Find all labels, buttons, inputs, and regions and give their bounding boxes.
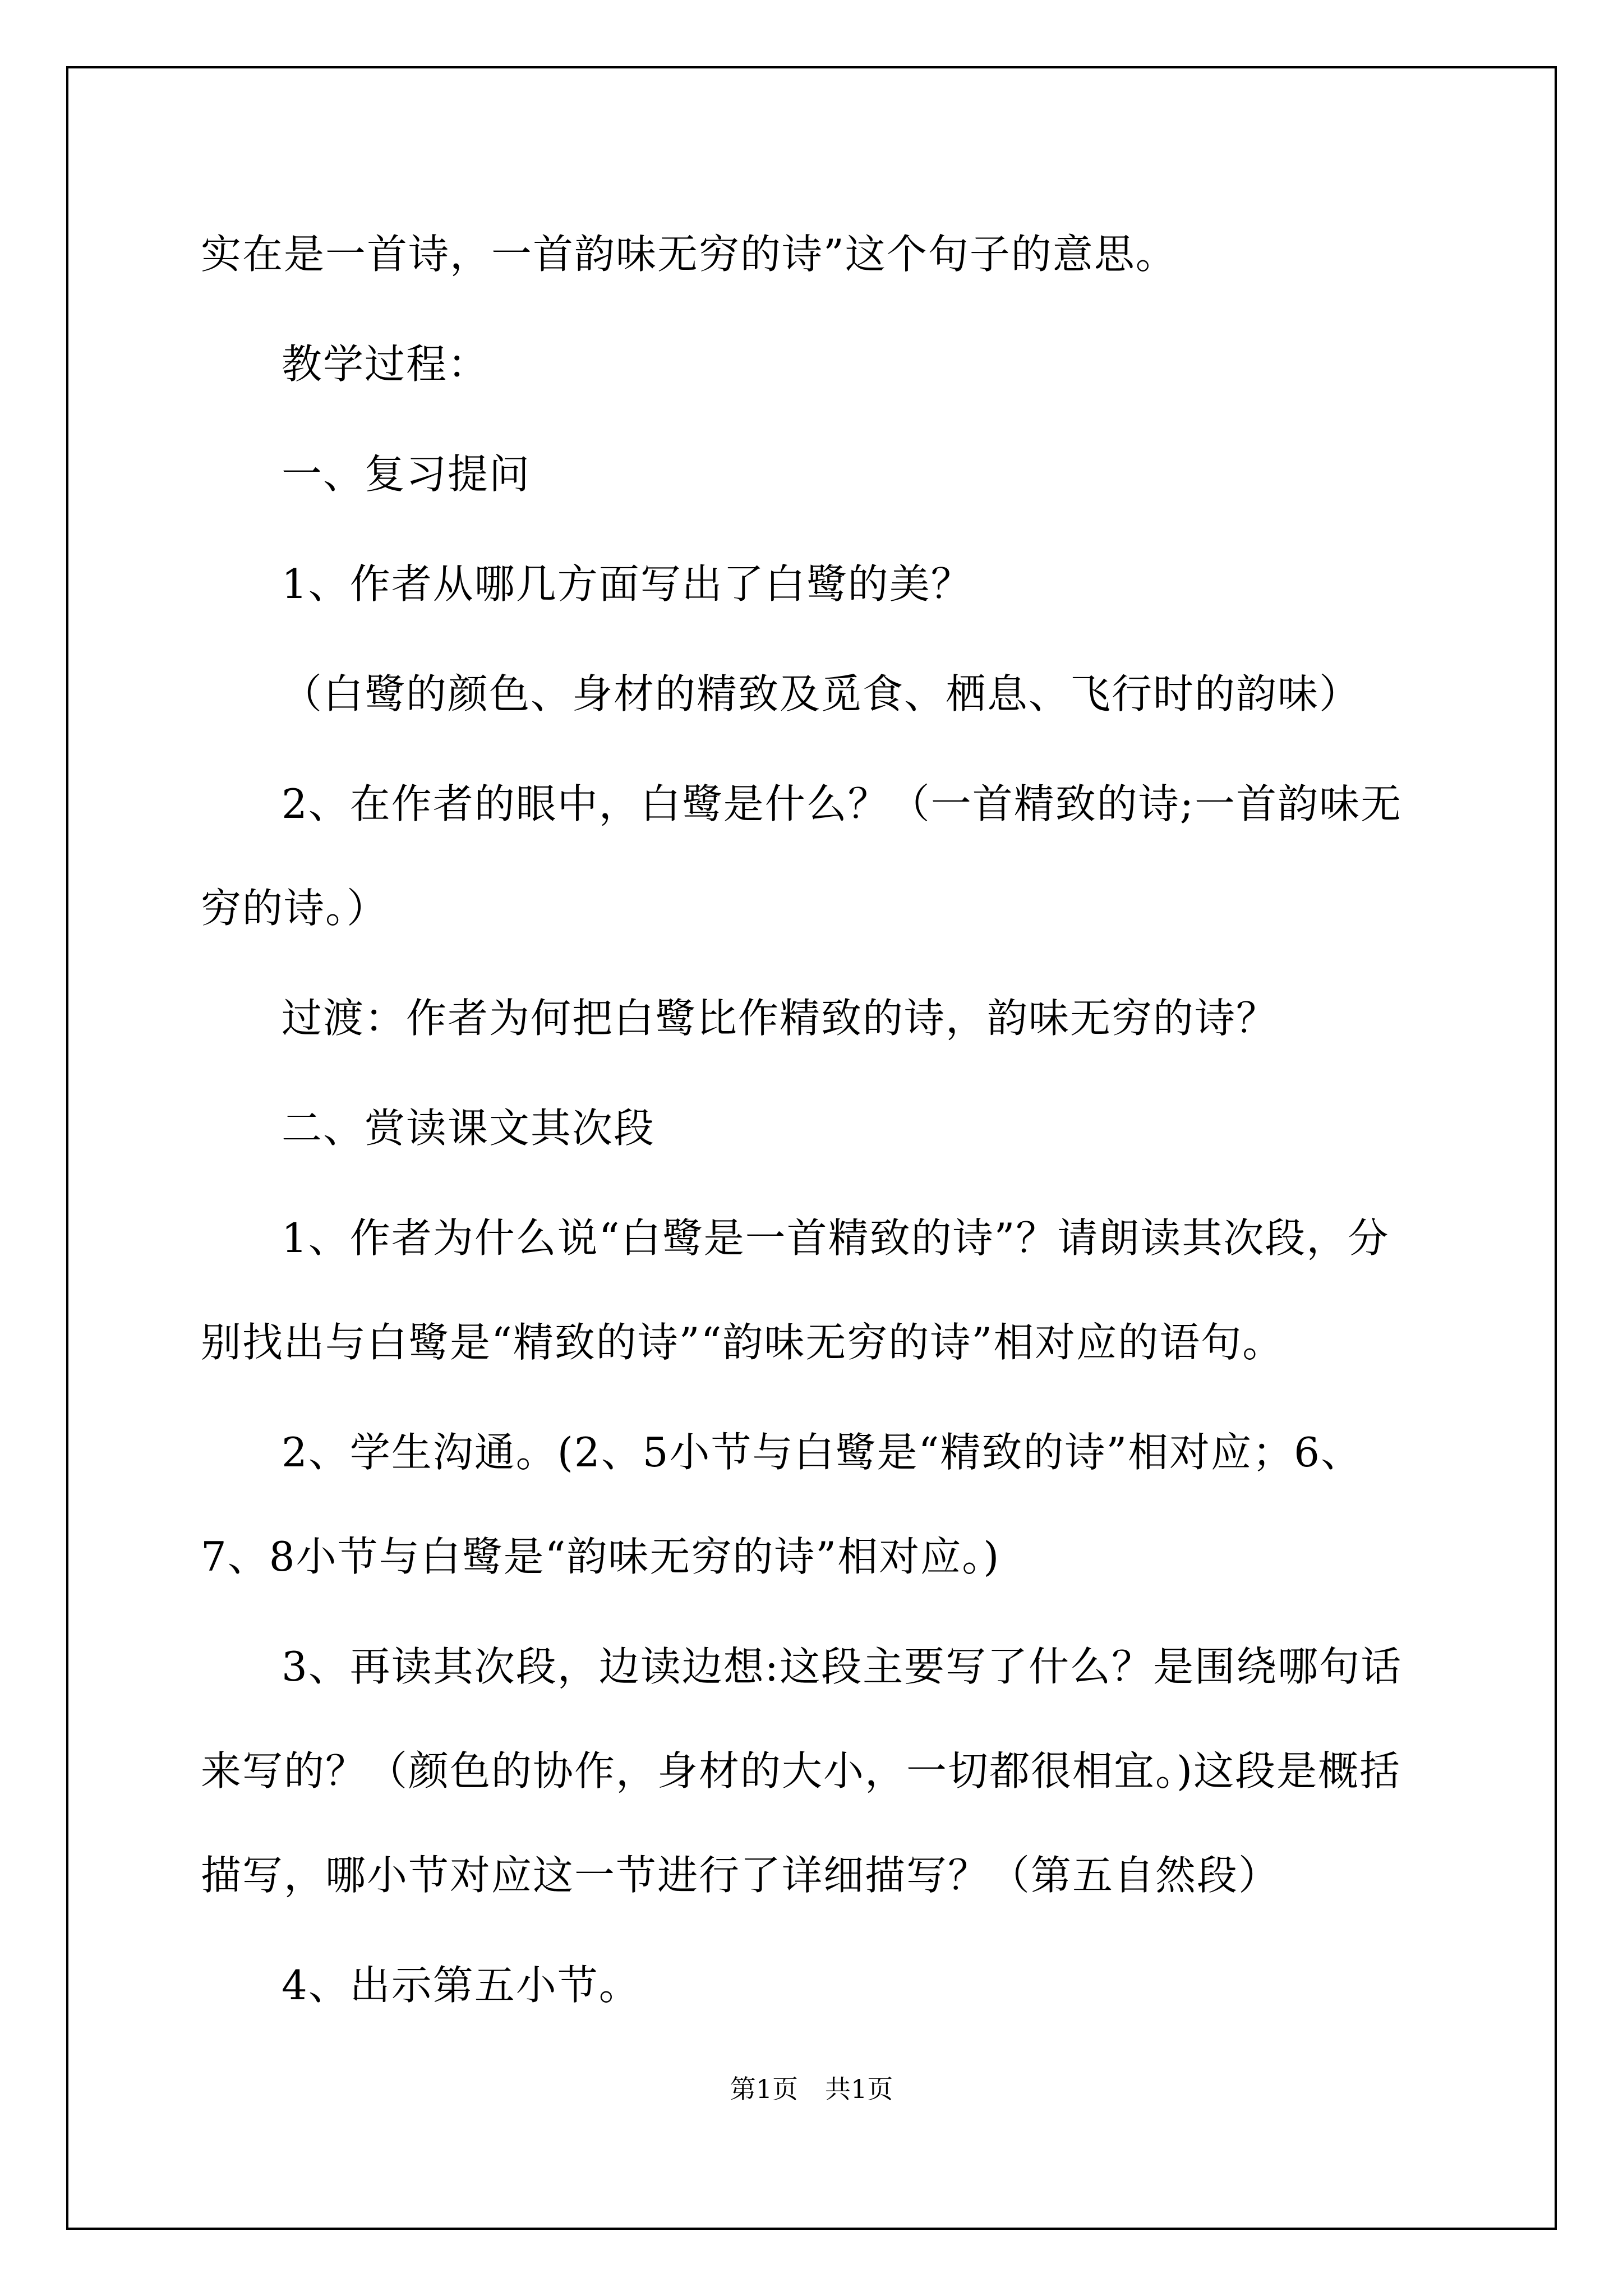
paragraph: 教学过程： <box>282 341 490 388</box>
page-total: 共1页 <box>825 2074 893 2104</box>
paragraph: 3、再读其次段，边读边想:这段主要写了什么？是围绕哪句话来写的？（颜色的协作，身材的大小，一切都很相宜。)这段是概括描写，哪小节对应这一节进行了详细描写？（第五自然段） <box>201 1643 1403 1899</box>
paragraph: 过渡：作者为何把白鹭比作精致的诗，韵味无穷的诗？ <box>282 995 1278 1042</box>
paragraph: 二、赏读课文其次段 <box>282 1105 656 1152</box>
paragraph: 4、出示第五小节。 <box>282 1962 640 2009</box>
page-footer <box>0 2072 1623 2106</box>
paragraph: （白鹭的颜色、身材的精致及觅食、栖息、飞行时的韵味） <box>282 670 1361 717</box>
paragraph: 实在是一首诗，一首韵味无穷的诗”这个句子的意思。 <box>201 231 1177 278</box>
document-body <box>201 202 1423 2043</box>
page-number: 第1页 <box>730 2074 798 2104</box>
paragraph: 2、学生沟通。(2、5小节与白鹭是“精致的诗”相对应；6、7、8小节与白鹭是“韵味无穷的诗”相对应。) <box>201 1429 1362 1580</box>
paragraph: 1、作者为什么说“白鹭是一首精致的诗”？请朗读其次段，分别找出与白鹭是“精致的诗”“韵味无穷的诗”相对应的语句。 <box>201 1214 1390 1366</box>
paragraph: 2、在作者的眼中，白鹭是什么？（一首精致的诗;一首韵味无穷的诗。） <box>201 780 1403 932</box>
paragraph: 一、复习提问 <box>282 450 531 498</box>
paragraph: 1、作者从哪几方面写出了白鹭的美？ <box>282 560 972 608</box>
